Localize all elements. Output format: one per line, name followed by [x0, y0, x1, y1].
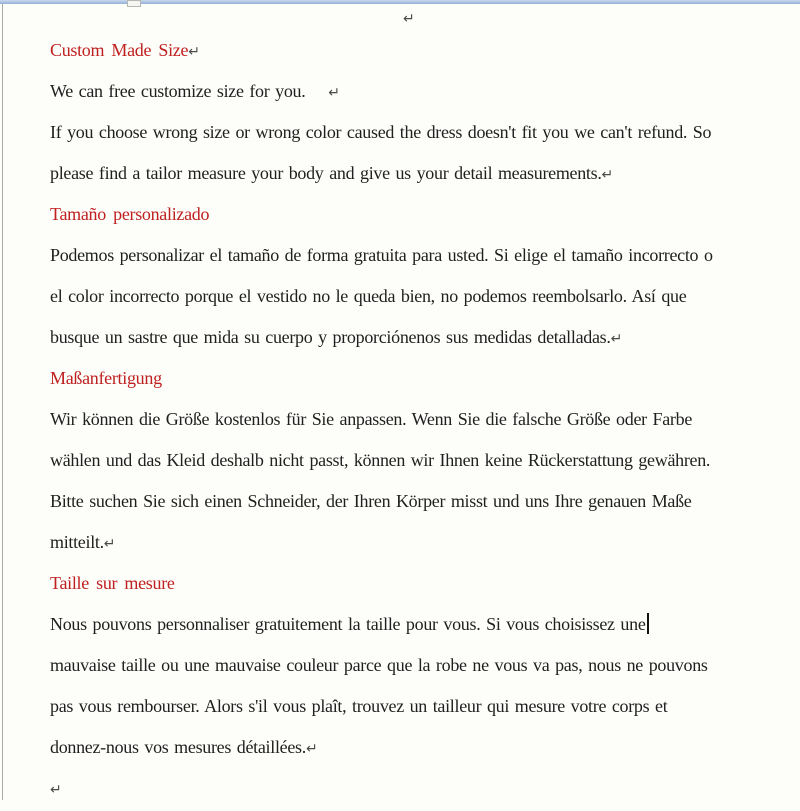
section-heading-french: Taille sur mesure: [50, 573, 175, 593]
text-line: donnez-nous vos mesures détaillées.↵: [50, 737, 318, 757]
paragraph-mark: ↵: [610, 331, 623, 347]
empty-paragraph-line: [0, 4, 800, 30]
text-line: wählen und das Kleid deshalb nicht passt, können wir Ihnen keine Rückerstattung gewähren.: [50, 450, 711, 470]
text-line: Nous pouvons personnaliser gratuitement la taille pour vous. Si vous choisissez une: [0, 604, 800, 645]
section-heading-english: Custom Made Size↵: [50, 40, 200, 60]
paragraph-mark: ↵: [50, 782, 62, 798]
text-line: Wir können die Größe kostenlos für Sie anpassen. Wenn Sie die falsche Größe oder Farbe: [50, 409, 693, 429]
paragraph-mark: ↵: [403, 11, 415, 27]
paragraph-mark: ↵: [305, 741, 318, 757]
empty-paragraph-line: [0, 768, 800, 809]
text-line: el color incorrecto porque el vestido no le queda bien, no podemos reembolsarlo. Así que: [50, 286, 687, 306]
section-heading-spanish: Tamaño personalizado: [50, 204, 210, 224]
paragraph-mark: ↵: [103, 536, 116, 552]
text-cursor: [647, 613, 649, 634]
text-line: We can free customize size for you. ↵: [50, 81, 340, 101]
text-line: pas vous rembourser. Alors s'il vous plaît, trouvez un tailleur qui mesure votre corps et: [50, 696, 668, 716]
paragraph-mark: ↵: [328, 85, 340, 101]
text-line: mauvaise taille ou une mauvaise couleur parce que la robe ne vous va pas, nous ne pouvons: [50, 655, 708, 675]
text-line: Bitte suchen Sie sich einen Schneider, der Ihren Körper misst und uns Ihre genauen Maße: [50, 491, 692, 511]
text-line: If you choose wrong size or wrong color caused the dress doesn't fit you we can't refund. So: [50, 122, 712, 142]
text-line: mitteilt.↵: [50, 532, 116, 552]
paragraph-mark: ↵: [601, 167, 614, 183]
document-text-area[interactable]: [0, 4, 800, 800]
paragraph-mark: ↵: [188, 44, 200, 60]
text-line: busque un sastre que mida su cuerpo y proporciónenos sus medidas detalladas.↵: [50, 327, 623, 347]
text-line: Podemos personalizar el tamaño de forma gratuita para usted. Si elige el tamaño incorrecto o: [50, 245, 713, 265]
text-line: please find a tailor measure your body and give us your detail measurements.↵: [50, 163, 614, 183]
section-heading-german: Maßanfertigung: [50, 368, 162, 388]
